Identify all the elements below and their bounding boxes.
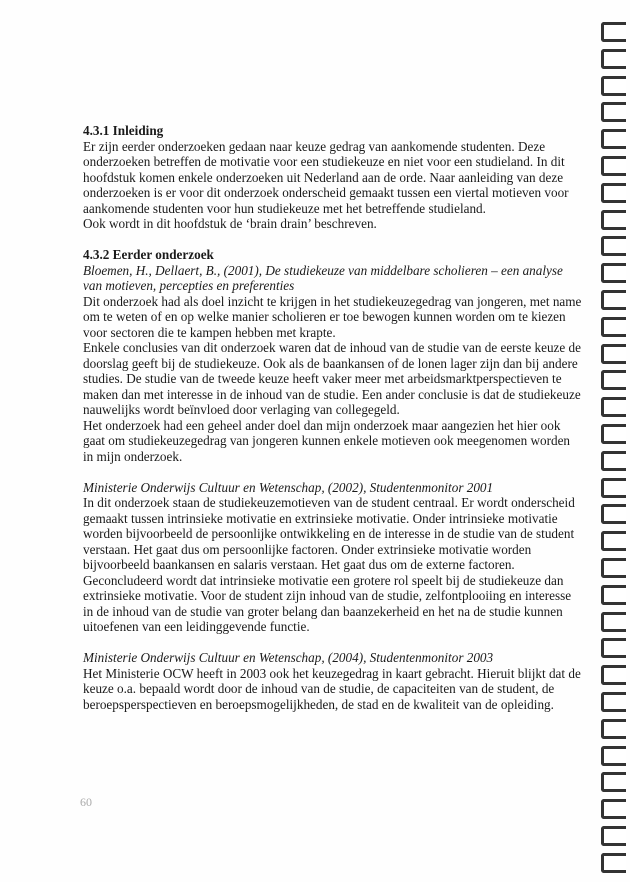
- binding-ring: [601, 746, 626, 766]
- binding-ring: [601, 290, 626, 310]
- text-line: Dit onderzoek had als doel inzicht te krijgen in het studiekeuzegedrag van jongeren, met name: [83, 293, 582, 309]
- text-line: extrinsieke motivatie. Voor de student zijn inhoud van de studie, zelfontplooiing en interesse: [83, 588, 572, 603]
- text-line: verstaan. Het gaat dus om persoonlijke factoren. Onder extrinsieke motivatie worden: [83, 541, 532, 557]
- text-line: Het onderzoek had een geheel ander doel dan mijn onderzoek maar aangezien het hier ook: [83, 417, 561, 433]
- text-line: studies. De studie van de tweede keuze heeft vaker meer met arbeidsmarktperspectieven te: [83, 371, 562, 386]
- binding-ring: [601, 665, 626, 685]
- text-line: in de inhoud van de studie van groter belang dan baanzekerheid en het na de studie kunnen: [83, 603, 563, 619]
- text-line: worden bijvoorbeeld de persoonlijke ontwikkeling en de interesse in de studie van de student: [83, 526, 575, 541]
- binding-ring: [601, 76, 626, 96]
- binding-ring: [601, 156, 626, 176]
- reference: van motieven, percepties en preferenties: [83, 278, 295, 293]
- text-line: in mijn onderzoek.: [83, 448, 183, 464]
- binding-ring: [601, 638, 626, 658]
- text-line: gemaakt tussen intrinsieke motivatie en extrinsieke motivatie. Onder intrinsieke motivatie: [83, 510, 558, 526]
- text-line: Enkele conclusies van dit onderzoek waren dat de inhoud van de studie van de eerste keuze de: [83, 340, 582, 355]
- binding-ring: [601, 531, 626, 551]
- text-line: Er zijn eerder onderzoeken gedaan naar keuze gedrag van aankomende studenten. Deze: [83, 138, 546, 154]
- spiral-binding: [600, 0, 630, 882]
- binding-ring: [601, 585, 626, 605]
- text-line: maken dan met interesse in de inhoud van de studie. Een ander conclusie is dat de studiekeuze: [83, 386, 581, 402]
- text-line: voor sectoren die te kampen hebben met krapte.: [83, 324, 336, 340]
- binding-ring: [601, 317, 626, 337]
- text-line: onderzoeken is er voor dit onderzoek onderscheid gemaakt tussen een viertal motieven voor: [83, 185, 569, 200]
- text-line: In dit onderzoek staan de studiekeuzemotieven van de student centraal. Er wordt onderscheid: [83, 495, 575, 510]
- text-line: bijvoorbeeld baankansen en salaris verstaan. Het gaat dus om de externe factoren.: [83, 557, 515, 572]
- binding-ring: [601, 370, 626, 390]
- text-line: Geconcludeerd wordt dat intrinsieke motivatie een grotere rol speelt bij de studiekeuze dan: [83, 572, 564, 588]
- binding-ring: [601, 612, 626, 632]
- binding-ring: [601, 558, 626, 578]
- text-line: nauwelijks wordt beïnvloed door verlaging van collegegeld.: [83, 402, 400, 417]
- text-line: doorslag geeft bij de studiekeuze. Ook als de baankansen of de lonen lager zijn dan bij andere: [83, 355, 578, 371]
- binding-ring: [601, 129, 626, 149]
- section-heading: 4.3.2 Eerder onderzoek: [83, 247, 214, 262]
- text-line: uitoefenen van een leidinggevende functie.: [83, 619, 310, 634]
- binding-ring: [601, 799, 626, 819]
- binding-ring: [601, 397, 626, 417]
- section-heading: 4.3.1 Inleiding: [83, 123, 164, 138]
- binding-ring: [601, 424, 626, 444]
- binding-ring: [601, 183, 626, 203]
- binding-ring: [601, 210, 626, 230]
- text-line: Ook wordt in dit hoofdstuk de ‘brain drain’ beschreven.: [83, 216, 377, 231]
- binding-ring: [601, 478, 626, 498]
- text-line: aankomende studenten voor hun studiekeuze met het betreffende studieland.: [83, 200, 486, 216]
- binding-ring: [601, 236, 626, 256]
- text-line: onderzoeken betreffen de motivatie voor een studiekeuze en niet voor een studieland. In dit: [83, 154, 565, 169]
- reference: Ministerie Onderwijs Cultuur en Wetenschap, (2002), Studentenmonitor 2001: [83, 479, 494, 495]
- text-line: gaat om studiekeuzegedrag van jongeren kunnen enkele motieven ook meegenomen worden: [83, 433, 571, 448]
- document-body: [83, 123, 582, 712]
- binding-ring: [601, 451, 626, 471]
- reference: Bloemen, H., Dellaert, B., (2001), De studiekeuze van middelbare scholieren – een analyse: [83, 262, 563, 278]
- text-line: keuze o.a. bepaald wordt door de inhoud van de studie, de capaciteiten van de student, de: [83, 681, 555, 696]
- text-line: hoofdstuk komen enkele onderzoeken uit Nederland aan de orde. Naar aanleiding van deze: [83, 169, 564, 185]
- binding-ring: [601, 263, 626, 283]
- binding-ring: [601, 772, 626, 792]
- binding-ring: [601, 49, 626, 69]
- binding-ring: [601, 22, 626, 42]
- reference: Ministerie Onderwijs Cultuur en Wetenschap, (2004), Studentenmonitor 2003: [83, 650, 494, 665]
- text-line: beroepsperspectieven en beroepsmogelijkheden, de stad en de kwaliteit van de opleiding.: [83, 696, 554, 712]
- page-number: 60: [80, 795, 92, 809]
- binding-ring: [601, 826, 626, 846]
- binding-ring: [601, 102, 626, 122]
- binding-ring: [601, 344, 626, 364]
- binding-ring: [601, 504, 626, 524]
- binding-ring: [601, 853, 626, 873]
- text-line: om te weten of en op welke manier scholieren er toe bewogen kunnen worden om te kiezen: [83, 309, 566, 324]
- text-line: Het Ministerie OCW heeft in 2003 ook het keuzegedrag in kaart gebracht. Hieruit blijkt dat de: [83, 665, 581, 681]
- binding-ring: [601, 692, 626, 712]
- binding-ring: [601, 719, 626, 739]
